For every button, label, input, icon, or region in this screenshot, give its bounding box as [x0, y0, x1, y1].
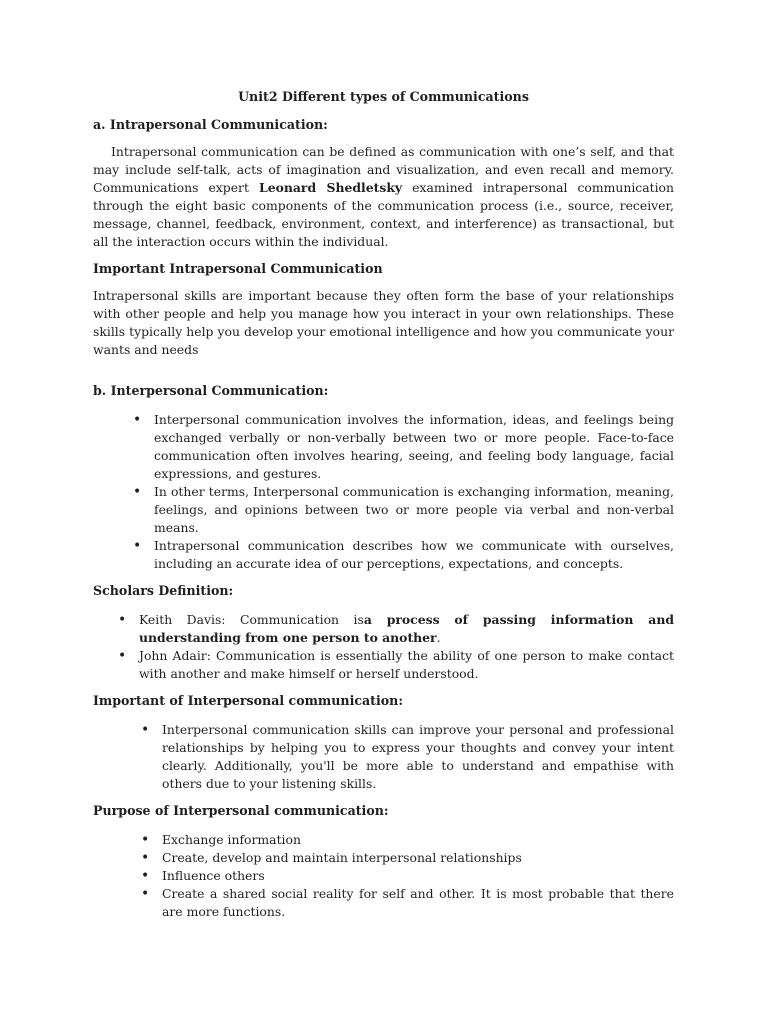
list-item: • Interpersonal communication involves the information, ideas, and feelings being exchanged verbally or non-verbally between two or more people. Face-to-face communication often involves hearing, seeing, and feeling body language, facial expressions, and gestures. — [154, 411, 674, 483]
important-interpersonal-list — [162, 721, 674, 793]
important-intrapersonal-paragraph: Intrapersonal skills are important because they often form the base of your relationships with other people and help you manage how you interact in your own relationships. These skills typically help you develop your emotional intelligence and how you communicate your wants and needs — [93, 288, 674, 357]
list-item: • Intrapersonal communication describes how we communicate with ourselves, including an accurate idea of our perceptions, expectations, and concepts. — [154, 537, 674, 573]
list-item: • John Adair: Communication is essentially the ability of one person to make contact with another and make himself or herself understood. — [139, 647, 674, 683]
list-item: • Influence others — [162, 867, 674, 885]
purpose-heading: Purpose of Interpersonal communication: — [93, 803, 389, 818]
list-item: • Interpersonal communication skills can improve your personal and professional relationships by helping you to express your thoughts and convey your intent clearly. Additionally, you'll be more able to understand and empathise with others due to your listening skills. — [162, 721, 674, 793]
list-item: • Create a shared social reality for self and other. It is most probable that there are more functions. — [162, 885, 674, 921]
list-item: • Create, develop and maintain interpersonal relationships — [162, 849, 674, 867]
scholars-list — [139, 611, 674, 683]
list-item: • In other terms, Interpersonal communication is exchanging information, meaning, feelings, and opinions between two or more people via verbal and non-verbal means. — [154, 483, 674, 537]
scholars-heading: Scholars Definition: — [93, 583, 234, 598]
purpose-list — [162, 831, 674, 921]
important-intrapersonal-heading: Important Intrapersonal Communication — [93, 261, 383, 276]
section-b-heading: b. Interpersonal Communication: — [93, 383, 329, 398]
list-item: • Exchange information — [162, 831, 674, 849]
list-item — [139, 611, 674, 647]
section-a-paragraph — [93, 143, 674, 251]
section-a-text-post: examined intrapersonal communication through the eight basic components of the communication process (i.e., source, receiver, message, channel, feedback, environment, context, and interference) as transactional, but all the interaction occurs within the individual. — [93, 180, 675, 249]
document-page — [93, 88, 674, 921]
scholar-1-bold-definition: a process of passing information and understanding from one person to another — [139, 612, 674, 645]
section-a-expert-name: Leonard Shedletsky — [259, 180, 403, 195]
important-interpersonal-heading: Important of Interpersonal communication: — [93, 693, 403, 708]
page-title: Unit2 Different types of Communications — [238, 89, 529, 104]
section-b-list — [154, 411, 674, 573]
section-a-heading: a. Intrapersonal Communication: — [93, 117, 328, 132]
section-a-text-pre: Intrapersonal communication can be defined as communication with one’s self, and that may include self-talk, acts of imagination and visualization, and even recall and memory. Communications expert — [93, 144, 674, 195]
scholar-1-period: . — [436, 630, 441, 645]
scholar-1-text: Keith Davis: Communication is — [139, 612, 364, 627]
